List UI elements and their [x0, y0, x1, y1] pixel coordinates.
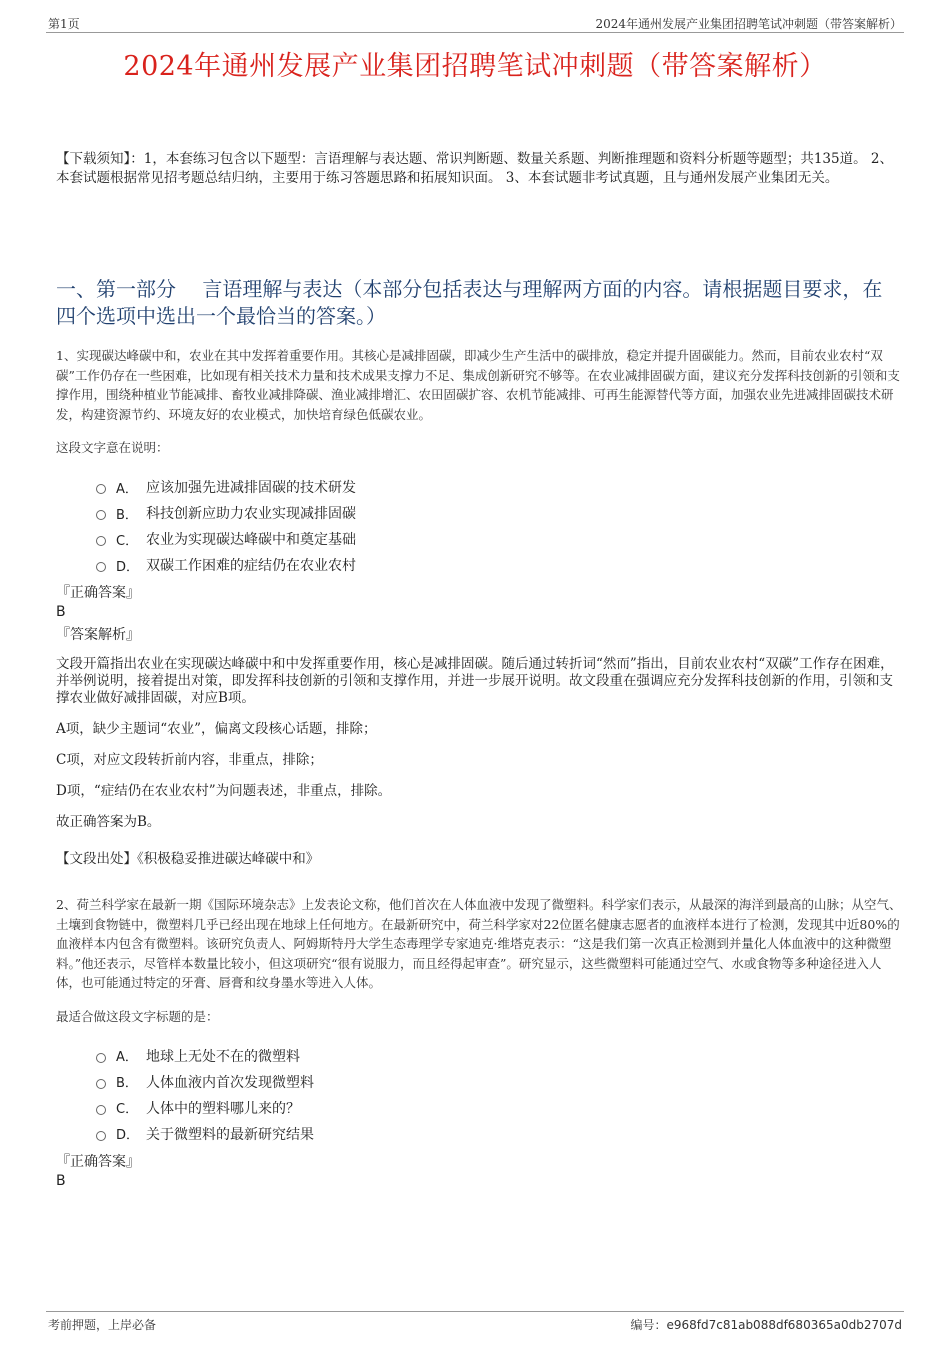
option-b[interactable]: [96, 1069, 902, 1095]
option-text: 科技创新应助力农业实现减排固碳: [146, 506, 356, 522]
answer-analysis: [56, 656, 902, 831]
radio-icon[interactable]: [96, 510, 106, 520]
footer-slogan: 考前押题，上岸必备: [48, 1318, 157, 1332]
option-letter: C．: [116, 533, 139, 549]
option-letter: A．: [116, 1050, 138, 1065]
option-letter: A．: [116, 481, 138, 497]
option-a[interactable]: [96, 474, 902, 500]
document-title: 2024年通州发展产业集团招聘笔试冲刺题（带答案解析）: [123, 51, 827, 82]
option-text: 农业为实现碳达峰碳中和奠定基础: [146, 532, 356, 548]
question-1: [56, 346, 902, 867]
analysis-paragraph: 故正确答案为B。: [56, 814, 161, 830]
radio-icon[interactable]: [96, 1053, 106, 1063]
section-title: 一、第一部分 言语理解与表达（本部分包括表达与理解两方面的内容。请根据题目要求，在四个选项中选出一个最恰当的答案。）: [56, 277, 883, 328]
option-a[interactable]: [96, 1043, 902, 1069]
radio-icon[interactable]: [96, 1079, 106, 1089]
analysis-paragraph: A项，缺少主题词“农业”，偏离文段核心话题，排除；: [56, 721, 377, 737]
option-list: [96, 1043, 902, 1147]
page-number: 第1页: [48, 17, 80, 31]
question-stem: 1、实现碳达峰碳中和，农业在其中发挥着重要作用。其核心是减排固碳，即减少生产生活中的碳排放，稳定并提升固碳能力。然而，目前农业农村“双碳”工作仍存在一些困难，比如现有相关技术力量和技术成果支撑力不足、集成创新研究不够等。在农业减排固碳方面，建议充分发挥科技创新的引领和支撑作用，围绕种植业节能减排、畜牧业减排降碳、渔业减排增汇、农田固碳扩容、农机节能减排、可再生能源替代等方面，加强农业先进减排固碳技术研发，构建资源节约、环境友好的农业模式，加快培育绿色低碳农业。: [56, 348, 900, 422]
radio-icon[interactable]: [96, 484, 106, 494]
option-text: 关于微塑料的最新研究结果: [146, 1126, 314, 1143]
option-letter: C．: [116, 1102, 139, 1117]
radio-icon[interactable]: [96, 1105, 106, 1115]
option-letter: D．: [116, 1128, 140, 1143]
answer-value: B: [56, 1172, 66, 1189]
option-d[interactable]: [96, 1121, 902, 1147]
radio-icon[interactable]: [96, 1131, 106, 1141]
passage-source: 【文段出处】《积极稳妥推进碳达峰碳中和》: [56, 851, 320, 867]
footer-serial: 编号：e968fd7c81ab088df680365a0db2707d: [630, 1318, 902, 1332]
radio-icon[interactable]: [96, 536, 106, 546]
option-letter: D．: [116, 559, 140, 575]
option-list: [96, 474, 902, 578]
analysis-label: 『答案解析』: [56, 627, 140, 643]
option-b[interactable]: [96, 500, 902, 526]
question-prompt: 这段文字意在说明：: [56, 440, 169, 455]
option-text: 人体中的塑料哪儿来的？: [146, 1100, 300, 1117]
option-c[interactable]: [96, 526, 902, 552]
option-letter: B．: [116, 507, 138, 523]
option-text: 双碳工作困难的症结仍在农业农村: [146, 558, 356, 574]
analysis-paragraph: C项，对应文段转折前内容，非重点，排除；: [56, 752, 323, 768]
analysis-paragraph: 文段开篇指出农业在实现碳达峰碳中和中发挥重要作用，核心是减排固碳。随后通过转折词“然而”指出，目前农业农村“双碳”工作存在困难，并举例说明，接着提出对策，即发挥科技创新的引领和支撑作用，并进一步展开说明。故文段重在强调应充分发挥科技创新的作用，引领和支撑农业做好减排固碳，对应B项。: [56, 656, 894, 706]
answer-label: 『正确答案』: [56, 585, 140, 601]
question-2: [56, 895, 902, 1189]
answer-label: 『正确答案』: [56, 1153, 140, 1170]
page-header: [46, 12, 904, 33]
option-d[interactable]: [96, 552, 902, 578]
option-text: 地球上无处不在的微塑料: [146, 1048, 300, 1065]
option-text: 应该加强先进减排固碳的技术研发: [146, 480, 356, 496]
answer-value: B: [56, 604, 66, 620]
header-doc-title: 2024年通州发展产业集团招聘笔试冲刺题（带答案解析）: [595, 17, 902, 31]
option-letter: B．: [116, 1076, 138, 1091]
question-stem: 2、荷兰科学家在最新一期《国际环境杂志》上发表论文称，他们首次在人体血液中发现了微塑料。科学家们表示，从最深的海洋到最高的山脉；从空气、土壤到食物链中，微塑料几乎已经出现在地球上任何地方。在最新研究中，荷兰科学家对22位匿名健康志愿者的血液样本进行了检测，发现其中近80%的血液样本内包含有微塑料。该研究负责人、阿姆斯特丹大学生态毒理学专家迪克·维塔克表示：“这是我们第一次真正检测到并量化人体血液中的这种微塑料。”他还表示，尽管样本数量比较小，但这项研究“很有说服力，而且经得起审查”。研究显示，这些微塑料可能通过空气、水或食物等多种途径进入人体，也可能通过特定的牙膏、唇膏和纹身墨水等进入人体。: [56, 897, 902, 990]
page-footer: [46, 1311, 904, 1334]
download-notice: 【下载须知】：1，本套练习包含以下题型：言语理解与表达题、常识判断题、数量关系题、判断推理题和资料分析题等题型；共135道。 2、本套试题根据常见招考题总结归纳，主要用于练习答题思路和拓展知识面。 3、本套试题非考试真题，且与通州发展产业集团无关。: [56, 151, 893, 186]
question-prompt: 最适合做这段文字标题的是：: [56, 1008, 219, 1024]
option-c[interactable]: [96, 1095, 902, 1121]
option-text: 人体血液内首次发现微塑料: [146, 1074, 314, 1091]
radio-icon[interactable]: [96, 562, 106, 572]
analysis-paragraph: D项，“症结仍在农业农村”为问题表述，非重点，排除。: [56, 783, 392, 799]
